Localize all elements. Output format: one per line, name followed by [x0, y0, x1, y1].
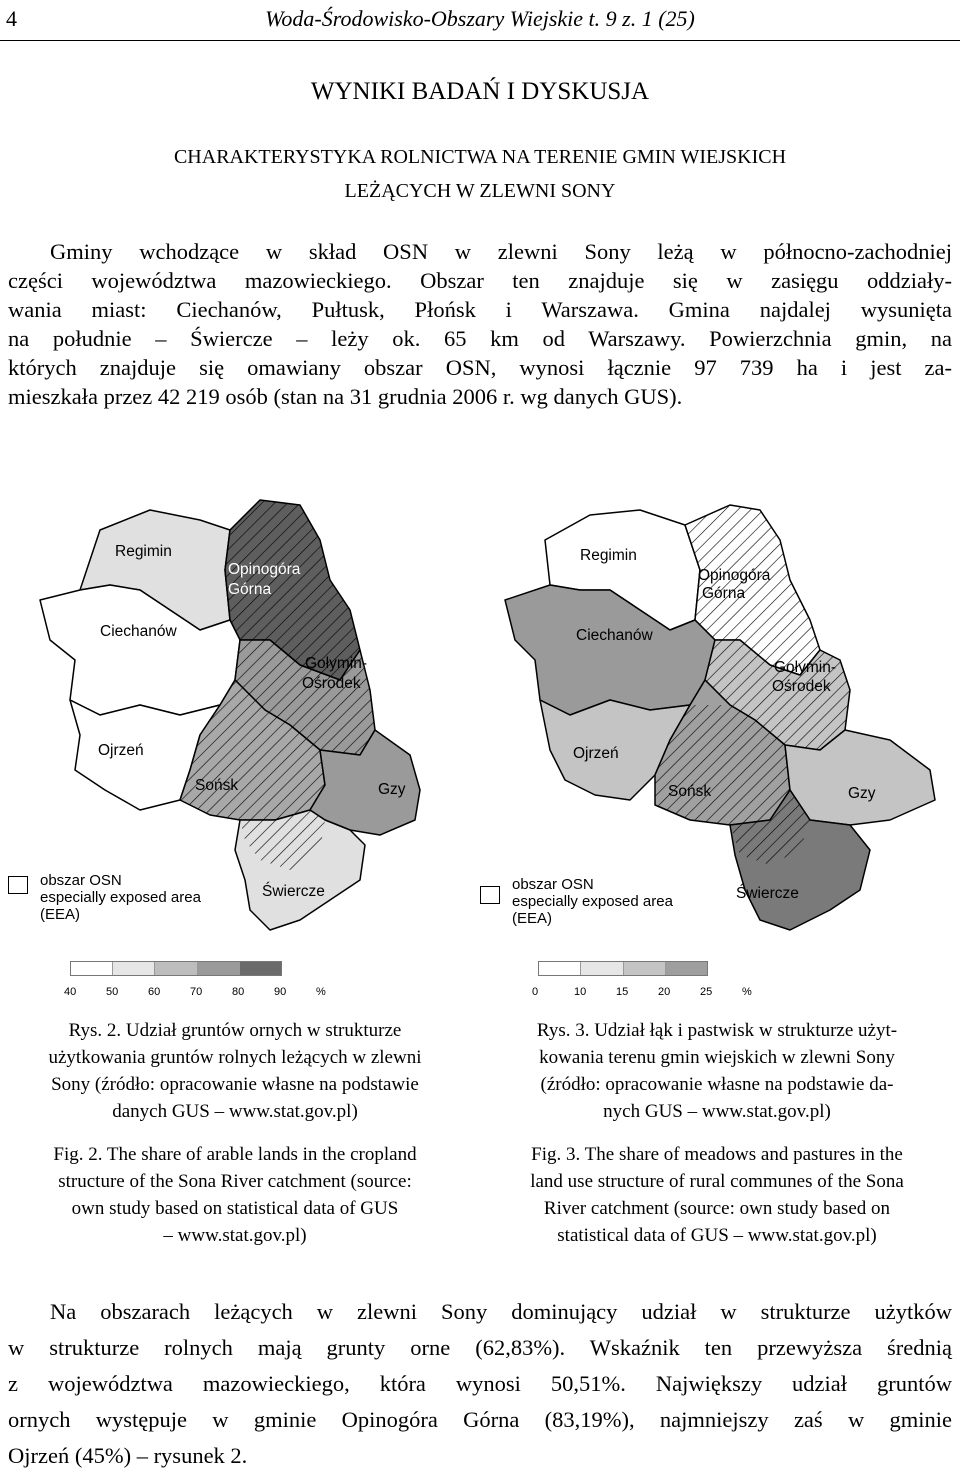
subsection-title-line-2: LEŻĄCYCH W ZLEWNI SONY	[344, 180, 616, 202]
label-opinogora: Opinogóra	[228, 561, 301, 578]
caption-line: Sony (źródło: opracowanie własne na podstawie	[51, 1074, 419, 1095]
label-golymin: Gołymin-	[305, 655, 368, 672]
caption-line: Rys. 3. Udział łąk i pastwisk w strukturze użyt-	[536, 1020, 898, 1041]
paragraph-line: których znajduje się omawiany obszar OSN, wynosi łącznie 97 739 ha i jest za-	[8, 355, 952, 380]
paragraph-line: części województwa mazowieckiego. Obszar ten znajduje się w zasięgu oddziały-	[8, 268, 952, 293]
caption-right-en	[482, 1141, 952, 1249]
label-ojrzen: Ojrzeń	[98, 742, 144, 759]
label-ciechanow: Ciechanów	[100, 623, 177, 640]
scale-tick-label: %	[742, 986, 752, 998]
caption-line: structure of the Sona River catchment (source:	[58, 1171, 412, 1192]
scale-tick-label: 25	[700, 986, 713, 998]
legend-line: especially exposed area	[40, 889, 201, 906]
legend-line: obszar OSN	[512, 876, 594, 893]
scale-swatch	[581, 962, 623, 975]
closing-paragraph	[8, 1294, 952, 1474]
label-regimin: Regimin	[115, 543, 172, 560]
label-gzy: Gzy	[848, 785, 876, 802]
label-gzy: Gzy	[378, 781, 406, 798]
label-gorna: Górna	[228, 581, 272, 598]
scale-tick-label: 20	[658, 986, 671, 998]
caption-line: – www.stat.gov.pl)	[163, 1225, 307, 1246]
header-rule	[0, 40, 960, 41]
page-number: 4	[6, 6, 17, 31]
caption-line: own study based on statistical data of GUS	[71, 1198, 399, 1219]
label-sonsk: Sońsk	[195, 777, 239, 794]
label-osrodek: Ośrodek	[772, 678, 831, 695]
paragraph-line: wania miast: Ciechanów, Pułtusk, Płońsk i Warszawa. Gmina najdalej wysunięta	[8, 297, 952, 322]
osn-legend-swatch	[8, 876, 28, 894]
scale-tick-label: %	[316, 986, 326, 998]
paragraph-line: z województwa mazowieckiego, która wynosi 50,51%. Największy udział gruntów	[8, 1371, 952, 1396]
intro-paragraph	[8, 237, 952, 411]
scale-swatch	[71, 962, 113, 975]
caption-line: Fig. 3. The share of meadows and pastures in the	[531, 1144, 903, 1165]
legend-line: obszar OSN	[40, 872, 122, 889]
caption-line: River catchment (source: own study based on	[543, 1198, 891, 1219]
paragraph-line: Na obszarach leżących w zlewni Sony dominujący udział w strukturze użytków	[50, 1299, 952, 1324]
scale-swatch	[666, 962, 707, 975]
subsection-title-line-1: CHARAKTERYSTYKA ROLNICTWA NA TERENIE GMIN WIEJSKICH	[173, 146, 787, 168]
scale-swatch	[113, 962, 155, 975]
scale-tick-label: 80	[232, 986, 245, 998]
label-osrodek: Ośrodek	[302, 675, 361, 692]
caption-left-pl	[0, 1017, 470, 1125]
scale-tick-label: 0	[532, 986, 539, 998]
label-sonsk: Sońsk	[668, 783, 712, 800]
label-ciechanow: Ciechanów	[576, 627, 653, 644]
label-ojrzen: Ojrzeń	[573, 745, 619, 762]
paragraph-line: w strukturze rolnych mają grunty orne (62,83%). Wskaźnik ten przewyższa średnią	[8, 1335, 952, 1360]
scale-tick-label: 40	[64, 986, 77, 998]
section-title: WYNIKI BADAŃ I DYSKUSJA	[310, 78, 650, 105]
legend-line: (EEA)	[512, 910, 553, 927]
label-opinogora: Opinogóra	[698, 567, 771, 584]
caption-line: statistical data of GUS – www.stat.gov.pl)	[557, 1225, 877, 1246]
label-swiercze: Świercze	[262, 883, 325, 900]
label-regimin: Regimin	[580, 547, 637, 564]
caption-line: kowania terenu gmin wiejskich w zlewni Sony	[539, 1047, 895, 1068]
scale-tick-label: 50	[106, 986, 119, 998]
paragraph-line: ornych występuje w gminie Opinogóra Górna (83,19%), najmniejszy zaś w gminie	[8, 1407, 952, 1432]
caption-right-pl	[482, 1017, 952, 1125]
scale-tick-label: 10	[574, 986, 587, 998]
caption-line: Rys. 2. Udział gruntów ornych w strukturze	[68, 1020, 402, 1041]
label-golymin: Gołymin-	[774, 659, 837, 676]
scale-tick-label: 15	[616, 986, 629, 998]
osn-legend-swatch	[480, 886, 500, 904]
caption-line: land use structure of rural communes of the Sona	[530, 1171, 904, 1192]
scale-swatch	[624, 962, 666, 975]
scale-swatch	[240, 962, 281, 975]
paragraph-line: Gminy wchodzące w skład OSN w zlewni Sony leżą w północno-zachodniej	[50, 239, 952, 264]
paragraph-line: na południe – Świercze – leży ok. 65 km od Warszawy. Powierzchnia gmin, na	[8, 326, 952, 351]
label-gorna: Górna	[702, 585, 746, 602]
journal-title: Woda-Środowisko-Obszary Wiejskie t. 9 z. 1 (25)	[265, 6, 695, 31]
scale-swatch	[155, 962, 197, 975]
scale-tick-label: 60	[148, 986, 161, 998]
paragraph-line: mieszkała przez 42 219 osób (stan na 31 grudnia 2006 r. wg danych GUS).	[8, 384, 683, 409]
legend-line: (EEA)	[40, 906, 81, 923]
caption-line: Fig. 2. The share of arable lands in the cropland	[53, 1144, 417, 1165]
scale-swatch	[198, 962, 240, 975]
scale-bar-left	[70, 961, 282, 976]
legend-line: especially exposed area	[512, 893, 673, 910]
caption-line: nych GUS – www.stat.gov.pl)	[603, 1101, 831, 1122]
label-swiercze: Świercze	[736, 885, 799, 902]
caption-line: użytkowania gruntów rolnych leżących w zlewni	[48, 1047, 422, 1068]
caption-left-en	[0, 1141, 470, 1249]
scale-bar-right	[538, 961, 708, 976]
scale-swatch	[539, 962, 581, 975]
caption-line: danych GUS – www.stat.gov.pl)	[112, 1101, 358, 1122]
scale-tick-label: 90	[274, 986, 287, 998]
paragraph-line: Ojrzeń (45%) – rysunek 2.	[8, 1443, 248, 1468]
legend-left	[40, 872, 201, 923]
legend-right	[512, 876, 673, 927]
caption-line: (źródło: opracowanie własne na podstawie da-	[540, 1074, 894, 1095]
scale-tick-label: 70	[190, 986, 203, 998]
